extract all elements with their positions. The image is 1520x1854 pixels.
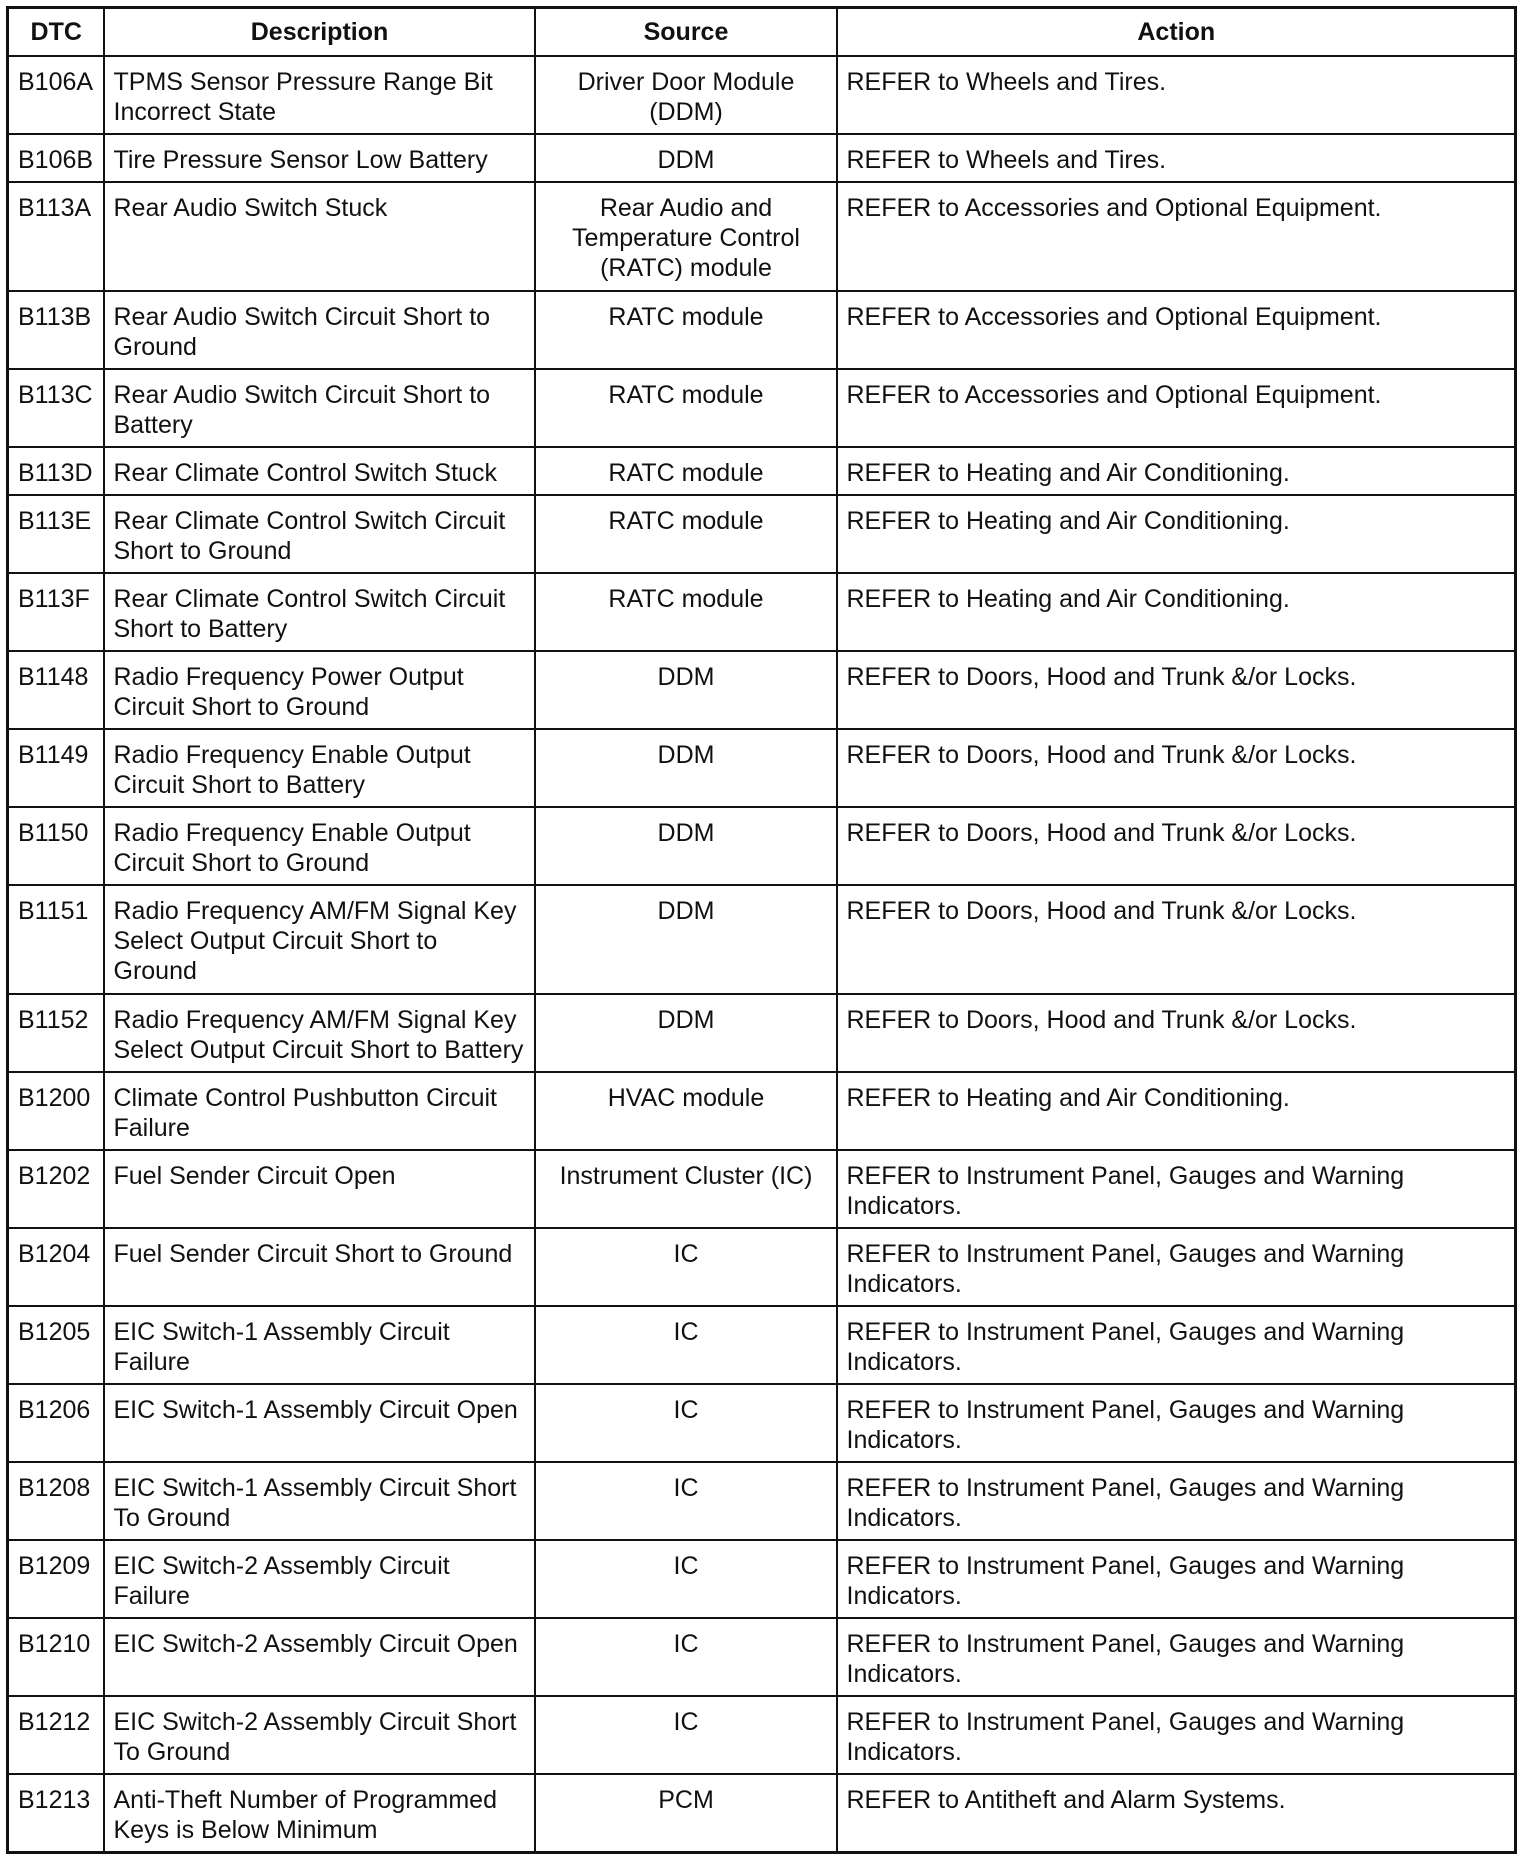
action-cell: REFER to Accessories and Optional Equipment. [837,291,1516,369]
dtc-code: B1149 [8,729,104,807]
action-cell: REFER to Accessories and Optional Equipment. [837,369,1516,447]
action-cell: REFER to Wheels and Tires. [837,134,1516,182]
action-cell: REFER to Doors, Hood and Trunk &/or Locks. [837,994,1516,1072]
description-cell: EIC Switch-1 Assembly Circuit Open [104,1384,535,1462]
dtc-code: B1200 [8,1072,104,1150]
action-cell: REFER to Doors, Hood and Trunk &/or Locks. [837,651,1516,729]
description-cell: Radio Frequency Power Output Circuit Short to Ground [104,651,535,729]
header-row [8,8,1516,57]
dtc-code: B113A [8,182,104,291]
table-header [8,8,1516,57]
table-row [8,134,1516,182]
table-row [8,807,1516,885]
header-source: Source [535,8,837,57]
description-cell: TPMS Sensor Pressure Range Bit Incorrect State [104,56,535,134]
source-cell: RATC module [535,447,837,495]
table-row [8,182,1516,291]
action-cell: REFER to Instrument Panel, Gauges and Warning Indicators. [837,1306,1516,1384]
source-cell: DDM [535,994,837,1072]
description-cell: Radio Frequency AM/FM Signal Key Select Output Circuit Short to Ground [104,885,535,994]
table-row [8,573,1516,651]
action-cell: REFER to Heating and Air Conditioning. [837,1072,1516,1150]
dtc-code: B1213 [8,1774,104,1853]
description-cell: Fuel Sender Circuit Open [104,1150,535,1228]
action-cell: REFER to Heating and Air Conditioning. [837,573,1516,651]
dtc-code: B113C [8,369,104,447]
source-cell: DDM [535,651,837,729]
description-cell: Tire Pressure Sensor Low Battery [104,134,535,182]
source-cell: Driver Door Module (DDM) [535,56,837,134]
table-row [8,495,1516,573]
dtc-code: B113B [8,291,104,369]
description-cell: Fuel Sender Circuit Short to Ground [104,1228,535,1306]
description-cell: EIC Switch-2 Assembly Circuit Open [104,1618,535,1696]
table-row [8,1384,1516,1462]
dtc-code: B1212 [8,1696,104,1774]
source-cell: RATC module [535,369,837,447]
source-cell: PCM [535,1774,837,1853]
dtc-code: B1206 [8,1384,104,1462]
dtc-code: B106B [8,134,104,182]
description-cell: Rear Climate Control Switch Circuit Short to Ground [104,495,535,573]
source-cell: RATC module [535,573,837,651]
action-cell: REFER to Doors, Hood and Trunk &/or Locks. [837,807,1516,885]
action-cell: REFER to Instrument Panel, Gauges and Warning Indicators. [837,1696,1516,1774]
source-cell: IC [535,1306,837,1384]
table-row [8,729,1516,807]
action-cell: REFER to Instrument Panel, Gauges and Warning Indicators. [837,1228,1516,1306]
source-cell: RATC module [535,495,837,573]
action-cell: REFER to Antitheft and Alarm Systems. [837,1774,1516,1853]
source-cell: IC [535,1540,837,1618]
table-row [8,994,1516,1072]
description-cell: Climate Control Pushbutton Circuit Failure [104,1072,535,1150]
source-cell: IC [535,1384,837,1462]
source-cell: DDM [535,807,837,885]
table-row [8,447,1516,495]
table-row [8,1774,1516,1853]
dtc-code: B106A [8,56,104,134]
action-cell: REFER to Heating and Air Conditioning. [837,495,1516,573]
header-action: Action [837,8,1516,57]
dtc-code: B1204 [8,1228,104,1306]
table-row [8,56,1516,134]
action-cell: REFER to Instrument Panel, Gauges and Warning Indicators. [837,1540,1516,1618]
dtc-code: B1150 [8,807,104,885]
header-description: Description [104,8,535,57]
table-row [8,651,1516,729]
action-cell: REFER to Heating and Air Conditioning. [837,447,1516,495]
source-cell: DDM [535,885,837,994]
header-dtc: DTC [8,8,104,57]
description-cell: EIC Switch-2 Assembly Circuit Failure [104,1540,535,1618]
dtc-code: B1202 [8,1150,104,1228]
table-row [8,1540,1516,1618]
action-cell: REFER to Instrument Panel, Gauges and Warning Indicators. [837,1618,1516,1696]
source-cell: HVAC module [535,1072,837,1150]
table-row [8,1228,1516,1306]
action-cell: REFER to Instrument Panel, Gauges and Warning Indicators. [837,1384,1516,1462]
source-cell: IC [535,1696,837,1774]
description-cell: Radio Frequency Enable Output Circuit Short to Ground [104,807,535,885]
source-cell: Rear Audio and Temperature Control (RATC) module [535,182,837,291]
table-row [8,1306,1516,1384]
table-body [8,56,1516,1853]
action-cell: REFER to Instrument Panel, Gauges and Warning Indicators. [837,1462,1516,1540]
action-cell: REFER to Instrument Panel, Gauges and Warning Indicators. [837,1150,1516,1228]
table-row [8,1150,1516,1228]
description-cell: Rear Audio Switch Circuit Short to Battery [104,369,535,447]
description-cell: Rear Climate Control Switch Stuck [104,447,535,495]
table-row [8,885,1516,994]
source-cell: DDM [535,729,837,807]
dtc-code: B1205 [8,1306,104,1384]
description-cell: Radio Frequency AM/FM Signal Key Select Output Circuit Short to Battery [104,994,535,1072]
description-cell: Radio Frequency Enable Output Circuit Short to Battery [104,729,535,807]
table-row [8,1696,1516,1774]
description-cell: Rear Audio Switch Stuck [104,182,535,291]
description-cell: EIC Switch-2 Assembly Circuit Short To Ground [104,1696,535,1774]
dtc-code: B113F [8,573,104,651]
dtc-code: B113E [8,495,104,573]
dtc-code: B1209 [8,1540,104,1618]
source-cell: IC [535,1618,837,1696]
dtc-code: B113D [8,447,104,495]
dtc-code: B1151 [8,885,104,994]
action-cell: REFER to Doors, Hood and Trunk &/or Locks. [837,885,1516,994]
table-row [8,369,1516,447]
dtc-code: B1208 [8,1462,104,1540]
description-cell: Rear Climate Control Switch Circuit Short to Battery [104,573,535,651]
source-cell: RATC module [535,291,837,369]
description-cell: EIC Switch-1 Assembly Circuit Short To Ground [104,1462,535,1540]
table-row [8,1072,1516,1150]
dtc-code: B1148 [8,651,104,729]
action-cell: REFER to Doors, Hood and Trunk &/or Locks. [837,729,1516,807]
source-cell: DDM [535,134,837,182]
dtc-code: B1152 [8,994,104,1072]
dtc-code: B1210 [8,1618,104,1696]
description-cell: EIC Switch-1 Assembly Circuit Failure [104,1306,535,1384]
action-cell: REFER to Accessories and Optional Equipment. [837,182,1516,291]
action-cell: REFER to Wheels and Tires. [837,56,1516,134]
source-cell: IC [535,1228,837,1306]
source-cell: Instrument Cluster (IC) [535,1150,837,1228]
table-row [8,1618,1516,1696]
description-cell: Anti-Theft Number of Programmed Keys is Below Minimum [104,1774,535,1853]
dtc-table [6,6,1517,1854]
table-row [8,1462,1516,1540]
table-row [8,291,1516,369]
source-cell: IC [535,1462,837,1540]
description-cell: Rear Audio Switch Circuit Short to Ground [104,291,535,369]
